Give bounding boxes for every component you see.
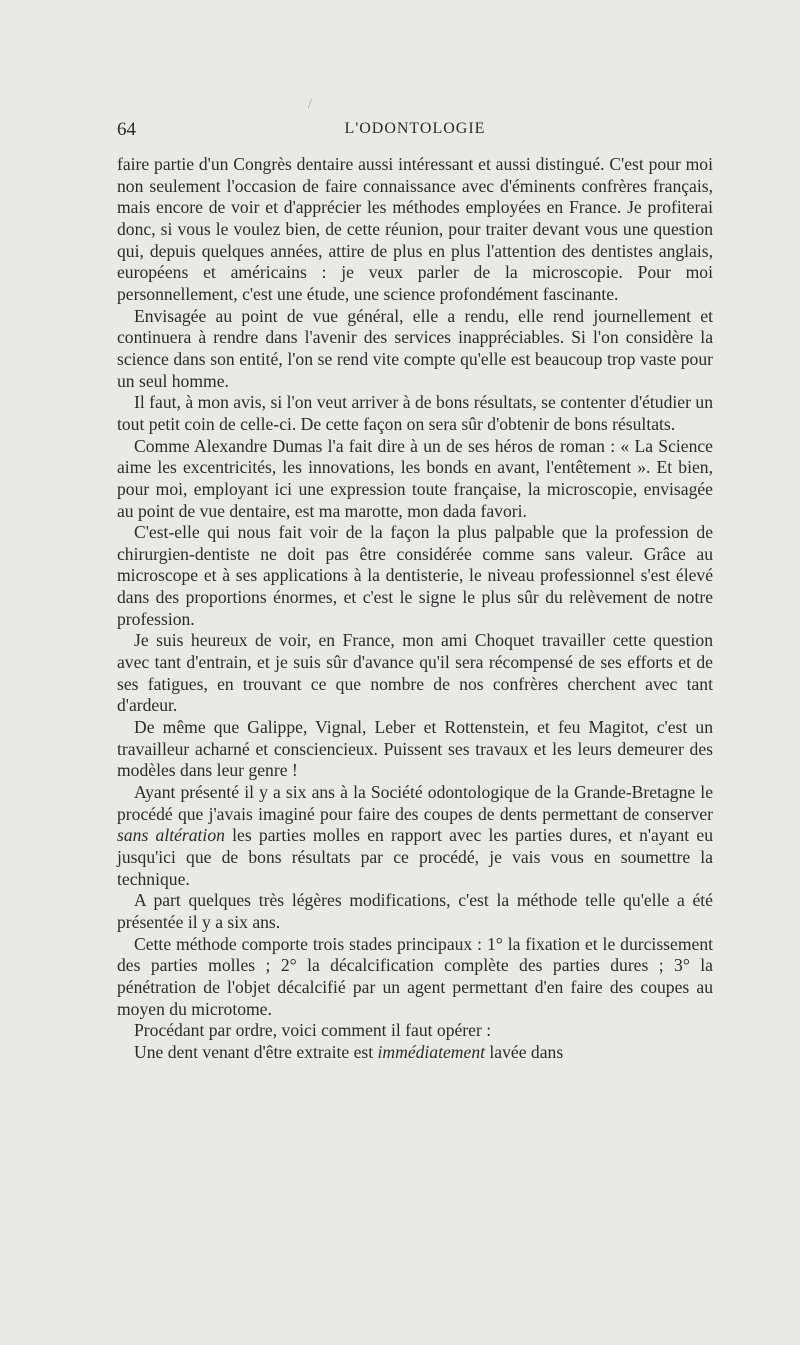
paragraph	[117, 782, 713, 890]
paragraph	[117, 1042, 713, 1064]
running-title: L'ODONTOLOGIE	[344, 120, 486, 137]
running-header	[117, 119, 713, 143]
paragraph: Envisagée au point de vue général, elle a rendu, elle rend journellement et continuera à rendre dans l'avenir des services inappréciables. Si l'on considère la science dans son entité, l'on se rend vite compte qu'elle est beaucoup trop vaste pour un seul homme.	[117, 305, 713, 391]
paragraph: C'est-elle qui nous fait voir de la façon la plus palpable que la profession de chirurgien-dentiste ne doit pas être considérée comme sans valeur. Grâce au microscope et à ses applications à la dentisterie, le niveau professionnel s'est élevé dans des proportions énormes, et c'est le signe le plus sûr du relèvement de notre profession.	[117, 522, 713, 629]
paragraph: Cette méthode comporte trois stades principaux : 1° la fixation et le durcissement des parties molles ; 2° la décalcification complète des parties dures ; 3° la pénétration de l'objet décalcifié par un agent permettant d'en faire des coupes au moyen du microtome.	[117, 933, 713, 1019]
paragraph-text: les parties molles en rapport avec les parties dures, et n'ayant eu jusqu'ici que de bons résultats par ce procédé, je vais vous en soumettre la technique.	[117, 825, 713, 889]
paragraph: Il faut, à mon avis, si l'on veut arriver à de bons résultats, se contenter d'étudier un tout petit coin de celle-ci. De cette façon on sera sûr d'obtenir de bons résultats.	[117, 392, 713, 434]
paragraph-text: Ayant présenté il y a six ans à la Société odontologique de la Grande-Bretagne le procédé que j'avais imaginé pour faire des coupes de dents permettant de conserver	[117, 782, 713, 824]
paragraph: Je suis heureux de voir, en France, mon ami Choquet travailler cette question avec tant d'entrain, et je suis sûr d'avance qu'il sera récompensé de ses efforts et de ses fatigues, en trouvant ce que nombre de nos confrères cherchent avec tant d'ardeur.	[117, 630, 713, 716]
paragraph: Procédant par ordre, voici comment il faut opérer :	[134, 1020, 492, 1041]
page-number: 64	[117, 119, 136, 140]
italic-phrase: sans altération	[117, 825, 225, 846]
body-text	[117, 154, 713, 1064]
paragraph-text: lavée dans	[485, 1041, 564, 1062]
paragraph: De même que Galippe, Vignal, Leber et Rottenstein, et feu Magitot, c'est un travailleur acharné et consciencieux. Puissent ses travaux et les leurs demeurer des modèles dans leur genre !	[117, 717, 713, 781]
paragraph-text: Une dent venant d'être extraite est	[134, 1041, 378, 1062]
scan-mark: /	[308, 97, 312, 112]
paragraph: faire partie d'un Congrès dentaire aussi intéressant et aussi distingué. C'est pour moi non seulement l'occasion de faire connaissance avec d'éminents confrères français, mais encore de voir et d'apprécier les méthodes employées en France. Je profiterai donc, si vous le voulez bien, de cette réunion, pour traiter devant vous une question qui, depuis quelques années, attire de plus en plus l'attention des dentistes anglais, européens et américains : je veux parler de la microscopie. Pour moi personnellement, c'est une étude, une science profondément fascinante.	[117, 154, 713, 304]
paragraph: Comme Alexandre Dumas l'a fait dire à un de ses héros de roman : « La Science aime les excentricités, les innovations, les bonds en avant, l'entêtement ». Et bien, pour moi, employant ici une expression toute française, la microscopie, envisagée au point de vue dentaire, est ma marotte, mon dada favori.	[117, 435, 713, 521]
paragraph: A part quelques très légères modifications, c'est la méthode telle qu'elle a été présentée il y a six ans.	[117, 890, 713, 932]
italic-phrase: immédiatement	[377, 1041, 486, 1062]
